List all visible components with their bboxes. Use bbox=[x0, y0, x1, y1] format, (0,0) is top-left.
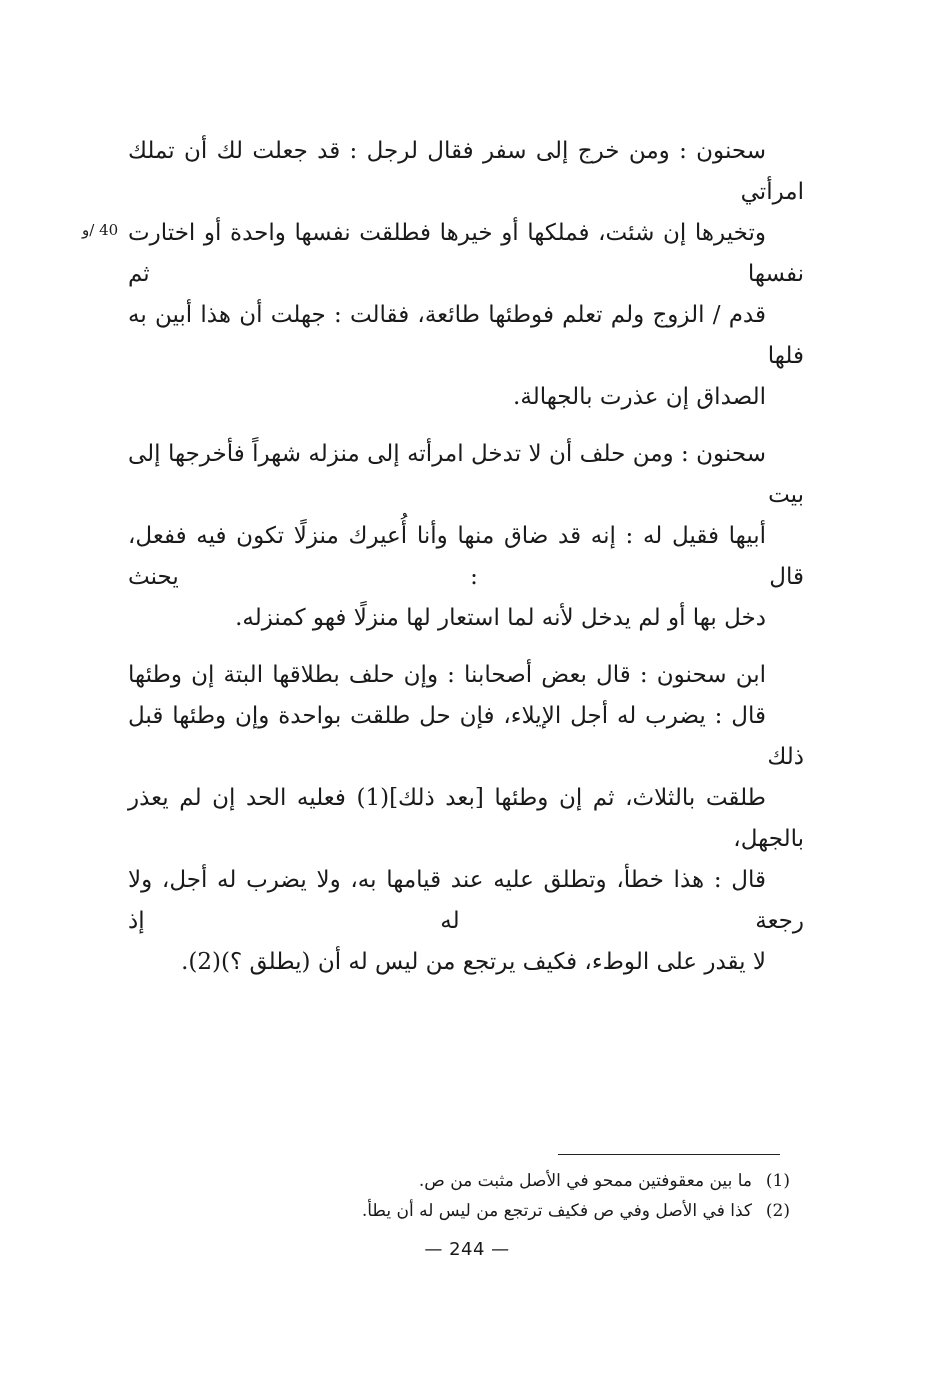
footnote-2 bbox=[300, 1196, 790, 1226]
text-line: قال : هذا خطأ، وتطلق عليه عند قيامها به، ولا يضرب له أجل، ولا رجعة له إذ bbox=[128, 867, 804, 934]
text-line: وتخيرها إن شئت، فملكها أو خيرها فطلقت نفسها واحدة أو اختارت نفسها ثم bbox=[128, 220, 804, 287]
folio-margin-note: 40 /و bbox=[82, 221, 119, 239]
text-line: طلقت بالثلاث، ثم إن وطئها [بعد ذلك](1) فعليه الحد إن لم يعذر بالجهل، bbox=[128, 785, 804, 852]
main-text bbox=[128, 131, 804, 983]
text-line: قال : يضرب له أجل الإيلاء، فإن حل طلقت بواحدة وإن وطئها قبل ذلك bbox=[128, 703, 804, 770]
footnote-1 bbox=[300, 1166, 790, 1196]
paragraph-1 bbox=[128, 131, 804, 418]
footnotes bbox=[300, 1166, 790, 1226]
text-line: دخل بها أو لم يدخل لأنه لما استعار لها منزلًا فهو كمنزله. bbox=[235, 605, 766, 631]
text-line: الصداق إن عذرت بالجهالة. bbox=[513, 384, 766, 410]
footnote-divider bbox=[558, 1154, 780, 1155]
paragraph-2 bbox=[128, 434, 804, 639]
footnote-text: كذا في الأصل وفي ص فكيف ترتجع من ليس له أن يطأ. bbox=[361, 1201, 752, 1221]
footnote-number: (2) bbox=[765, 1201, 790, 1221]
text-line: لا يقدر على الوطء، فكيف يرتجع من ليس له أن (يطلق ؟)(2). bbox=[181, 949, 766, 975]
text-line: سحنون : ومن خرج إلى سفر فقال لرجل : قد جعلت لك أن تملك امرأتي bbox=[128, 138, 804, 205]
paragraph-3 bbox=[128, 655, 804, 983]
footnote-text: ما بين معقوفتين ممحو في الأصل مثبت من ص. bbox=[418, 1171, 752, 1191]
text-line: قدم / الزوج ولم تعلم فوطئها طائعة، فقالت : جهلت أن هذا أبين به فلها bbox=[128, 302, 804, 369]
footnote-number: (1) bbox=[765, 1171, 790, 1191]
text-line: ابن سحنون : قال بعض أصحابنا : وإن حلف بطلاقها البتة إن وطئها bbox=[128, 662, 766, 688]
text-line: سحنون : ومن حلف أن لا تدخل امرأته إلى منزله شهراً فأخرجها إلى بيت bbox=[128, 441, 804, 508]
text-line: أبيها فقيل له : إنه قد ضاق منها وأنا أُعيرك منزلًا تكون فيه ففعل، قال : يحنث bbox=[128, 523, 804, 590]
page-number: — 244 — bbox=[424, 1239, 510, 1260]
